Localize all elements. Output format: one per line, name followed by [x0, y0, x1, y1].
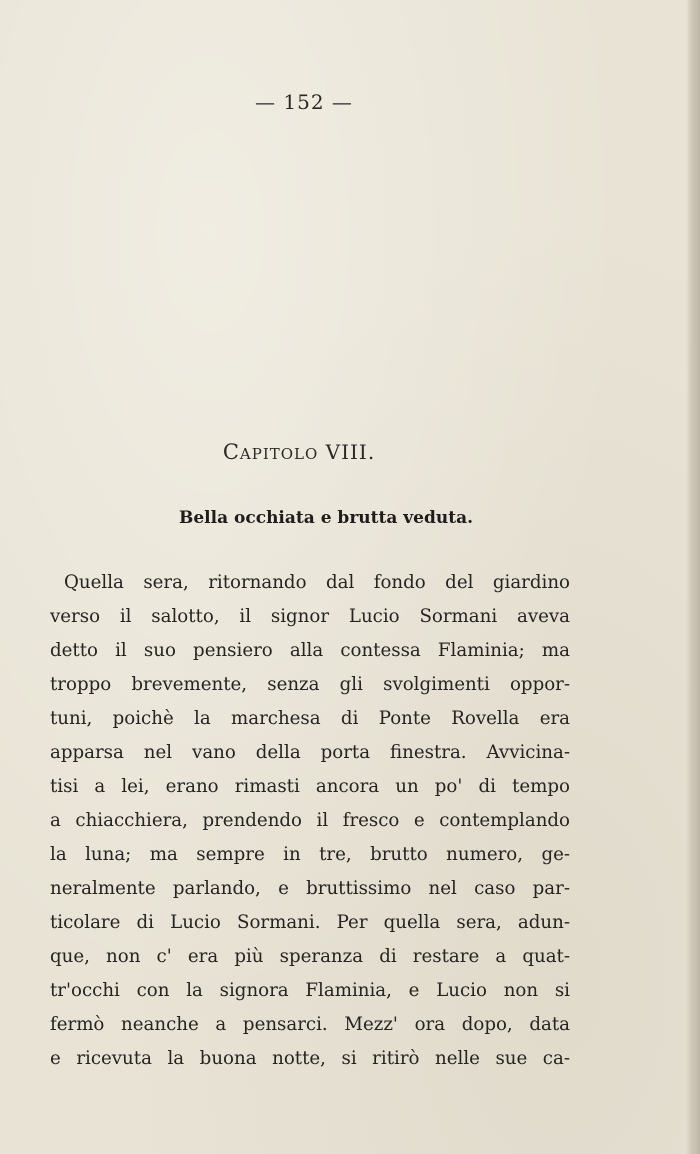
text-line: tisi a lei, erano rimasti ancora un po' di tempo	[50, 776, 570, 797]
text-line: Quella sera, ritornando dal fondo del giardino	[64, 572, 570, 593]
chapter-subtitle: Bella occhiata e brutta veduta.	[179, 508, 473, 528]
text-line: detto il suo pensiero alla contessa Flaminia; ma	[50, 640, 570, 661]
body-text	[50, 566, 570, 1076]
chapter-title	[0, 440, 598, 464]
text-line: fermò neanche a pensarci. Mezz' ora dopo, data	[50, 1014, 570, 1035]
page-edge	[686, 0, 700, 1154]
chapter-title-numeral: VIII.	[318, 440, 376, 464]
text-line: apparsa nel vano della porta finestra. Avvicina-	[50, 742, 570, 763]
text-line: e ricevuta la buona notte, si ritirò nelle sue ca-	[50, 1048, 570, 1069]
text-line: troppo brevemente, senza gli svolgimenti oppor-	[50, 674, 570, 695]
page-number: — 152 —	[255, 90, 353, 114]
chapter-title-initial: C	[222, 440, 240, 464]
text-line: neralmente parlando, e bruttissimo nel caso par-	[50, 878, 570, 899]
text-line: tr'occhi con la signora Flaminia, e Lucio non si	[50, 980, 570, 1001]
text-line: a chiacchiera, prendendo il fresco e contemplando	[50, 810, 570, 831]
text-line: tuni, poichè la marchesa di Ponte Rovella era	[50, 708, 570, 729]
text-line: la luna; ma sempre in tre, brutto numero, ge-	[50, 844, 570, 865]
text-line: verso il salotto, il signor Lucio Sormani aveva	[50, 606, 570, 627]
chapter-title-smallcaps: APITOLO	[239, 445, 319, 463]
text-line: ticolare di Lucio Sormani. Per quella sera, adun-	[50, 912, 570, 933]
text-line: que, non c' era più speranza di restare a quat-	[50, 946, 570, 967]
